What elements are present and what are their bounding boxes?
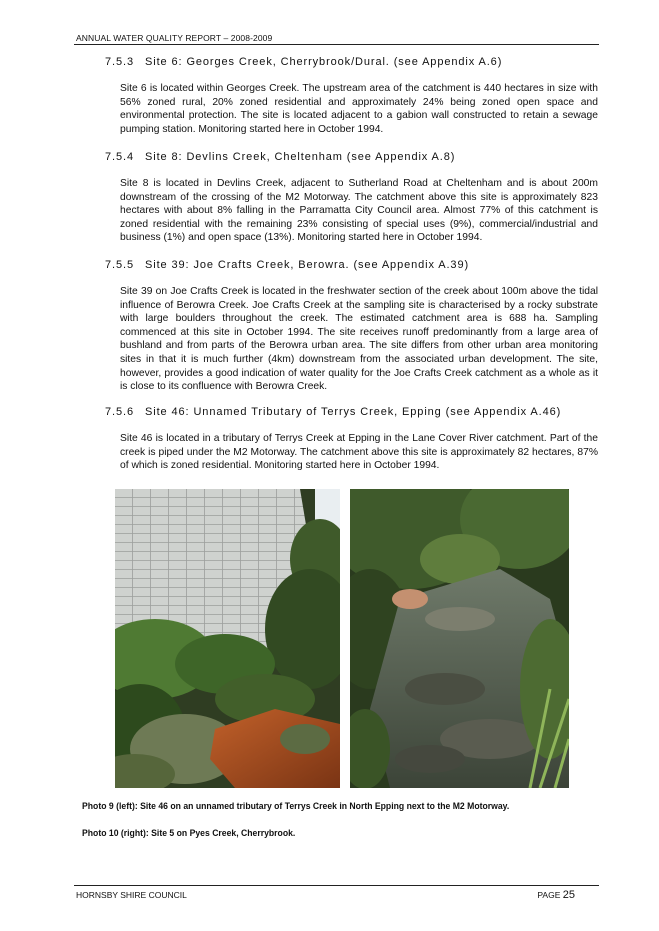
section-body-7-5-6: Site 46 is located in a tributary of Terrys Creek at Epping in the Lane Cover River catchment. Part of the creek is piped under the M2 Motorway. The catchment above this site is approximately 82 hectares, 87% of which is zoned residential. Monitoring started here in October 1994. — [120, 433, 598, 472]
page-label: PAGE — [537, 890, 561, 900]
section-number: 7.5.5 — [105, 259, 134, 271]
footer-page — [537, 889, 575, 901]
section-body-7-5-3: Site 6 is located within Georges Creek. The upstream area of the catchment is 440 hectares in size with 56% zoned rural, 20% zoned residential and approximately 24% being zoned open space and environmental protection. The site is located adjacent to a gabion wall constructed to retain a sewage pumping station. Monitoring started here in October 1994. — [120, 83, 598, 135]
section-heading-7-5-5 — [105, 259, 599, 271]
photo-site-5 — [350, 489, 569, 788]
section-title: Site 39: Joe Crafts Creek, Berowra. (see Appendix A.39) — [145, 259, 470, 271]
photo-site-5-image — [350, 489, 569, 788]
section-heading-7-5-4 — [105, 151, 599, 163]
section-title: Site 6: Georges Creek, Cherrybrook/Dural. (see Appendix A.6) — [145, 56, 503, 68]
section-title: Site 8: Devlins Creek, Cheltenham (see Appendix A.8) — [145, 151, 456, 163]
section-body-7-5-4: Site 8 is located in Devlins Creek, adjacent to Sutherland Road at Cheltenham and is about 200m downstream of the crossing of the M2 Motorway. The catchment above this site is approximately 823 hectares with about 8% falling in the Parramatta City Council area. Almost 77% of this catchment is zoned residential with the remaining 23% consisting of special uses (9%), commercial/industrial and business (1%) and open space (13%). Monitoring started here in October 1994. — [120, 178, 598, 244]
report-header: ANNUAL WATER QUALITY REPORT – 2008-2009 — [76, 33, 273, 43]
section-number: 7.5.3 — [105, 56, 134, 68]
section-heading-7-5-6 — [105, 406, 599, 418]
section-title: Site 46: Unnamed Tributary of Terrys Creek, Epping (see Appendix A.46) — [145, 406, 562, 418]
section-body-7-5-5: Site 39 on Joe Crafts Creek is located in the freshwater section of the creek about 100m above the tidal influence of Berowra Creek. Joe Crafts Creek at the sampling site is characterised by a rocky substrate with large boulders throughout the creek. The estimated catchment area is 688 ha. Sampling commenced at this site in October 1994. The site receives runoff predominantly from a large area of bushland and from parts of the Berowra urban area. The site differs from other urban area monitoring sites in that it is much further (4km) downstream from the associated urban development. The site, however, provides a good indication of water quality for the Joe Crafts Creek catchment as a whole as it is close to its confluence with Berowra Creek. — [120, 286, 598, 393]
photo-site-46 — [115, 489, 340, 788]
header-rule — [74, 44, 599, 45]
footer-rule — [74, 885, 599, 886]
caption-photo-10: Photo 10 (right): Site 5 on Pyes Creek, Cherrybrook. — [82, 828, 296, 838]
section-number: 7.5.6 — [105, 406, 134, 418]
section-number: 7.5.4 — [105, 151, 134, 163]
caption-photo-9: Photo 9 (left): Site 46 on an unnamed tributary of Terrys Creek in North Epping next to the M2 Motorway. — [82, 801, 510, 811]
photo-site-46-image — [115, 489, 340, 788]
page-number: 25 — [562, 889, 575, 901]
footer-council-name: HORNSBY SHIRE COUNCIL — [76, 890, 187, 900]
section-heading-7-5-3 — [105, 56, 599, 68]
